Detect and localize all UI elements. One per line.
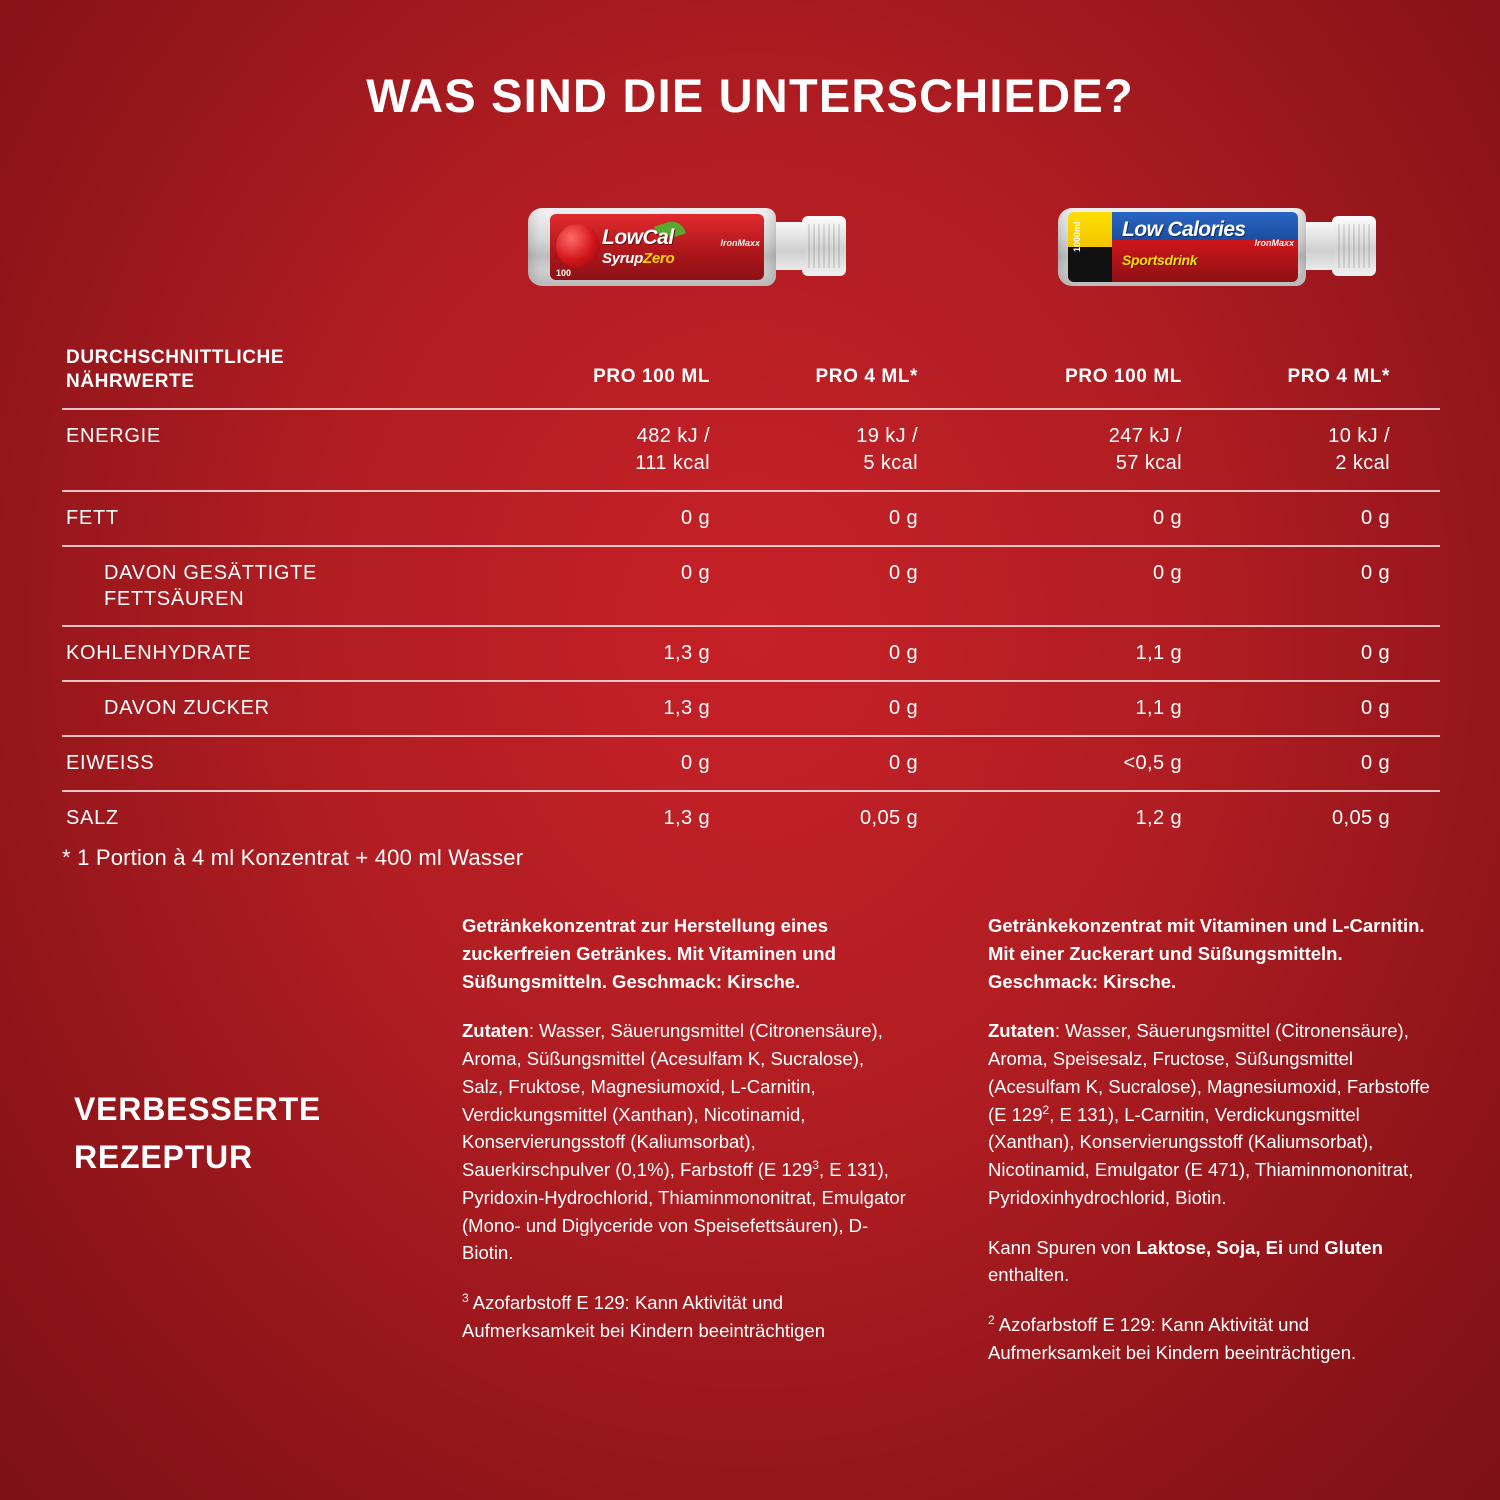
table-header-label [62, 338, 502, 408]
footnote-text-right: Azofarbstoff E 129: Kann Aktivität und Aufmerksamkeit bei Kindern beeinträchtigen. [988, 1314, 1357, 1364]
table-header-col-1: PRO 4 ML* [815, 366, 918, 387]
bottle-label-left [550, 214, 764, 280]
footnote-text-left: Azofarbstoff E 129: Kann Aktivität und Aufmerksamkeit bei Kindern beeinträchtigen [462, 1292, 825, 1342]
traces-mid: und [1283, 1236, 1325, 1258]
row-value: 0 g [888, 561, 918, 584]
table-header-label-line2: NÄHRWERTE [66, 370, 195, 392]
row-value: 0 g [888, 696, 918, 719]
product-description-right [988, 912, 1440, 1389]
row-value: 0 g [888, 751, 918, 774]
product-badge-left: 100 [556, 268, 572, 278]
bottle-cap-icon [1332, 216, 1376, 276]
ingredients-sup-left: 3 [812, 1158, 819, 1172]
table-row [62, 408, 1440, 490]
footnote-sup-left: 3 [462, 1291, 469, 1306]
row-value: 0 g [1360, 751, 1390, 774]
row-value: 0 g [1360, 561, 1390, 584]
table-row [62, 545, 1440, 625]
row-value: 1,2 g [1135, 806, 1182, 829]
row-value: 247 kJ / 57 kcal [1108, 424, 1182, 474]
table-header-label-line1: DURCHSCHNITTLICHE [66, 347, 285, 368]
row-label: ENERGIE [66, 424, 161, 447]
product-subtitle-left-b: Zero [643, 250, 675, 267]
row-value: 0 g [1152, 506, 1182, 529]
bottle-body-left [528, 208, 776, 286]
ingredients-left [462, 1017, 906, 1267]
table-footnote: * 1 Portion à 4 ml Konzentrat + 400 ml Wasser [62, 845, 524, 870]
ingredients-right [988, 1017, 1440, 1211]
description-text-right: Getränkekonzentrat mit Vitaminen und L-Carnitin. Mit einer Zuckerart und Süßungsmitteln. Geschmack: Kirsche. [988, 915, 1425, 992]
brand-logo-right: IronMaxx [1254, 238, 1294, 248]
page-title: WAS SIND DIE UNTERSCHIEDE? [366, 69, 1134, 122]
row-value: 0 g [680, 506, 710, 529]
table-row [62, 680, 1440, 735]
traces-allergens-1: Laktose, Soja, Ei [1136, 1236, 1284, 1258]
bottle-body-right [1058, 208, 1306, 286]
row-value: 482 kJ / 111 kcal [635, 424, 710, 474]
row-value: 1,3 g [663, 696, 710, 719]
row-value: 1,1 g [1135, 641, 1182, 664]
bottle-label-right [1068, 212, 1298, 282]
ingredients-text-left: : Wasser, Säuerungsmittel (Citronensäure), Aroma, Süßungsmittel (Acesulfam K, Sucralose), Salz, Fruktose, Magnesiumoxid, L-Carnitin, Verdickungsmittel (Xanthan), Nicotinamid, Konservierungsstoff (Kaliumsorbat), Sauerkirschpulver (0,1%), Farbstoff (E 129 [462, 1020, 883, 1181]
row-value: 0 g [1152, 561, 1182, 584]
table-row [62, 490, 1440, 545]
row-value: 1,3 g [663, 806, 710, 829]
row-value: 0 g [1360, 641, 1390, 664]
label-side-strip [1068, 212, 1112, 282]
row-value: 0 g [680, 561, 710, 584]
row-value: 0 g [1360, 696, 1390, 719]
footnote-sup-right: 2 [988, 1313, 995, 1328]
cherry-icon [556, 224, 600, 268]
row-label: KOHLENHYDRATE [66, 641, 252, 664]
footnote-left [462, 1289, 906, 1345]
table-header-col-0: PRO 100 ML [593, 366, 710, 387]
row-label: DAVON ZUCKER [104, 696, 270, 719]
row-label: FETT [66, 506, 119, 529]
row-value: 1,3 g [663, 641, 710, 664]
product-images [0, 190, 1500, 320]
allergen-traces-right [988, 1234, 1440, 1290]
table-row [62, 790, 1440, 845]
bottle-neck-icon [1301, 222, 1335, 270]
row-value: 10 kJ / 2 kcal [1328, 424, 1390, 474]
bottle-cap-icon [802, 216, 846, 276]
ingredients-text2-right: , E 131), L-Carnitin, Verdickungsmittel (Xanthan), Konservierungsstoff (Kaliumsorbat), Nicotinamid, Emulgator (E 471), Thiaminmononitrat, Pyridoxinhydrochlorid, Biotin. [988, 1103, 1414, 1208]
ingredients-sup-right: 2 [1042, 1102, 1050, 1117]
row-value: <0,5 g [1123, 751, 1182, 774]
footnote-right [988, 1311, 1440, 1367]
table-header-col-2: PRO 100 ML [1065, 366, 1182, 387]
ingredients-text2-left: , E 131), Pyridoxin-Hydrochlorid, Thiaminmononitrat, Emulgator (Mono- und Diglyceride von Speisefettsäuren), D-Biotin. [462, 1159, 906, 1264]
nutrition-table [62, 338, 1440, 845]
improved-recipe-heading: VERBESSERTE REZEPTUR [74, 1091, 322, 1175]
product-name-right: Low Calories [1122, 218, 1246, 241]
row-label: EIWEISS [66, 751, 155, 774]
table-row [62, 625, 1440, 680]
row-label: DAVON GESÄTTIGTE FETTSÄUREN [104, 561, 318, 610]
table-header-col-3: PRO 4 ML* [1287, 366, 1390, 387]
product-name-left: LowCal [602, 226, 674, 249]
row-value: 0 g [1360, 506, 1390, 529]
row-value: 0 g [888, 641, 918, 664]
brand-logo-left: IronMaxx [720, 238, 760, 248]
volume-text-right: 1000ml [1072, 221, 1082, 252]
row-value: 0 g [680, 751, 710, 774]
traces-allergens-2: Gluten [1324, 1236, 1383, 1258]
ingredients-text-right: : Wasser, Säuerungsmittel (Citronensäure), Aroma, Speisesalz, Fructose, Süßungsmittel (Acesulfam K, Sucralose), Magnesiumoxid, Farbstoffe (E 129 [988, 1020, 1430, 1125]
product-subtitle-left [602, 250, 674, 267]
row-value: 0,05 g [859, 806, 918, 829]
description-text-left: Getränkekonzentrat zur Herstellung eines zuckerfreien Getränkes. Mit Vitaminen und Süßungsmitteln. Geschmack: Kirsche. [462, 915, 836, 992]
ingredients-label-right: Zutaten [988, 1020, 1055, 1042]
row-label: SALZ [66, 806, 119, 829]
traces-pre: Kann Spuren von [988, 1236, 1137, 1258]
row-value: 19 kJ / 5 kcal [856, 424, 918, 474]
ingredients-label-left: Zutaten [462, 1020, 529, 1042]
product-subtitle-right: Sportsdrink [1122, 252, 1198, 268]
row-value: 0 g [888, 506, 918, 529]
row-value: 0,05 g [1331, 806, 1390, 829]
product-description-left [462, 912, 906, 1367]
traces-post: enthalten. [988, 1264, 1070, 1286]
table-row [62, 735, 1440, 790]
product-bottle-right [1058, 198, 1378, 290]
product-bottle-left [528, 198, 848, 290]
row-value: 1,1 g [1135, 696, 1182, 719]
bottle-neck-icon [771, 222, 805, 270]
table-header-row [62, 338, 1440, 408]
product-subtitle-left-a: Syrup [602, 250, 644, 267]
